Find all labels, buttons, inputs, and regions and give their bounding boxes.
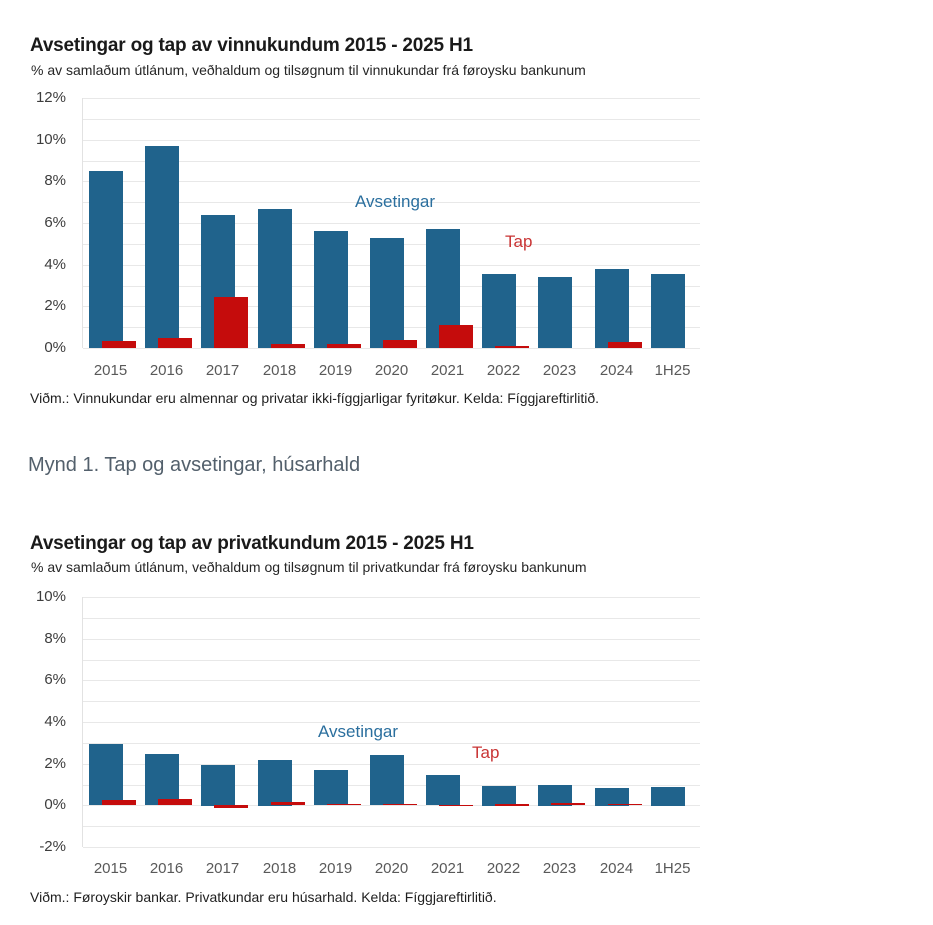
y-tick-label: 8% [44,630,66,647]
bar-tap-2017 [214,805,248,808]
gridline [83,618,700,619]
y-tick-label: 4% [44,713,66,730]
bar-avsetingar-2019 [314,770,348,805]
bar-avsetingar-2015 [89,744,123,805]
y-tick-label: 10% [35,131,66,148]
x-tick-label: 2018 [262,860,297,877]
bar-avsetingar-2017 [201,765,235,806]
gridline [83,847,700,848]
gridline [83,348,700,349]
bar-avsetingar-2018 [258,209,292,348]
gridline [83,119,700,120]
y-tick-label: 2% [44,297,66,314]
x-tick-label: 2024 [599,860,634,877]
bar-avsetingar-2016 [145,146,179,348]
chart2-series-label-tap: Tap [472,743,500,762]
x-tick-label: 2021 [430,362,465,379]
chart2-y-axis [26,588,74,857]
chart1-subtitle: % av samlaðum útlánum, veðhaldum og tilsøgnum til vinnukundar frá føroysku bankunum [31,62,586,78]
y-tick-label: 2% [44,755,66,772]
bar-avsetingar-2023 [538,277,572,348]
chart1-series-label-tap: Tap [505,232,533,251]
bar-avsetingar-2020 [370,755,404,805]
bar-tap-2021 [439,805,473,806]
x-tick-label: 1H25 [654,860,691,877]
chart1-title: Avsetingar og tap av vinnukundum 2015 - 2025 H1 [30,35,473,56]
section-caption: Mynd 1. Tap og avsetingar, húsarhald [28,454,361,476]
bar-tap-2024 [608,804,642,805]
bar-tap-2023 [551,803,585,805]
x-tick-label: 2023 [542,362,577,379]
bar-avsetingar-1H25 [651,787,685,806]
y-tick-label: 12% [35,89,66,106]
chart2-x-axis [82,859,700,879]
bar-avsetingar-2020 [370,238,404,348]
x-tick-label: 2017 [205,362,240,379]
x-tick-label: 2018 [262,362,297,379]
chart2-footnote: Viðm.: Føroyskir bankar. Privatkundar eru húsarhald. Kelda: Fíggjareftirlitið. [30,889,497,905]
bar-tap-2016 [158,799,192,805]
x-tick-label: 2020 [374,362,409,379]
bar-avsetingar-2019 [314,231,348,348]
bar-avsetingar-2021 [426,775,460,805]
x-tick-label: 2020 [374,860,409,877]
x-tick-label: 2024 [599,362,634,379]
y-tick-label: 8% [44,172,66,189]
y-tick-label: 0% [44,339,66,356]
x-tick-label: 2016 [149,860,184,877]
gridline [83,680,700,681]
bar-tap-2015 [102,341,136,348]
chart2-title: Avsetingar og tap av privatkundum 2015 - 2025 H1 [30,533,474,554]
chart1-plot [82,98,700,348]
gridline [83,98,700,99]
chart2-subtitle: % av samlaðum útlánum, veðhaldum og tilsøgnum til privatkundar frá føroysku bankunum [31,559,587,575]
bar-avsetingar-2016 [145,754,179,805]
x-tick-label: 2015 [93,362,128,379]
bar-tap-2017 [214,297,248,348]
gridline [83,660,700,661]
x-tick-label: 2022 [486,362,521,379]
bar-avsetingar-2024 [595,269,629,348]
bar-avsetingar-2022 [482,786,516,806]
bar-tap-2019 [327,804,361,805]
bar-tap-2021 [439,325,473,348]
x-tick-label: 1H25 [654,362,691,379]
bar-tap-2022 [495,804,529,806]
chart1-x-axis [82,361,700,381]
x-tick-label: 2019 [318,860,353,877]
x-tick-label: 2015 [93,860,128,877]
chart2-series-label-avsetingar: Avsetingar [318,722,399,741]
x-tick-label: 2017 [205,860,240,877]
bar-tap-2024 [608,342,642,348]
bar-avsetingar-2015 [89,171,123,348]
chart1-y-axis [26,89,74,358]
bar-avsetingar-1H25 [651,274,685,348]
bar-avsetingar-2018 [258,760,292,806]
gridline [83,701,700,702]
bar-tap-2016 [158,338,192,348]
bar-tap-2018 [271,802,305,805]
y-tick-label: 0% [44,796,66,813]
x-tick-label: 2019 [318,362,353,379]
x-tick-label: 2016 [149,362,184,379]
x-tick-label: 2022 [486,860,521,877]
chart1-footnote: Viðm.: Vinnukundar eru almennar og privatar ikki-fíggjarligar fyritøkur. Kelda: Fíggjareftirlitið. [30,390,600,406]
chart1-series-label-avsetingar: Avsetingar [355,192,436,211]
bar-tap-2020 [383,340,417,348]
bar-tap-2020 [383,804,417,805]
gridline [83,597,700,598]
bar-tap-2015 [102,800,136,805]
bar-tap-2019 [327,344,361,348]
y-tick-label: -2% [39,838,66,855]
gridline [83,140,700,141]
y-tick-label: 10% [35,588,66,605]
bar-tap-2022 [495,346,529,348]
y-tick-label: 4% [44,256,66,273]
bar-avsetingar-2022 [482,274,516,348]
gridline [83,639,700,640]
bar-tap-2018 [271,344,305,348]
x-tick-label: 2021 [430,860,465,877]
y-tick-label: 6% [44,214,66,231]
gridline [83,826,700,827]
y-tick-label: 6% [44,671,66,688]
x-tick-label: 2023 [542,860,577,877]
gridline [83,743,700,744]
